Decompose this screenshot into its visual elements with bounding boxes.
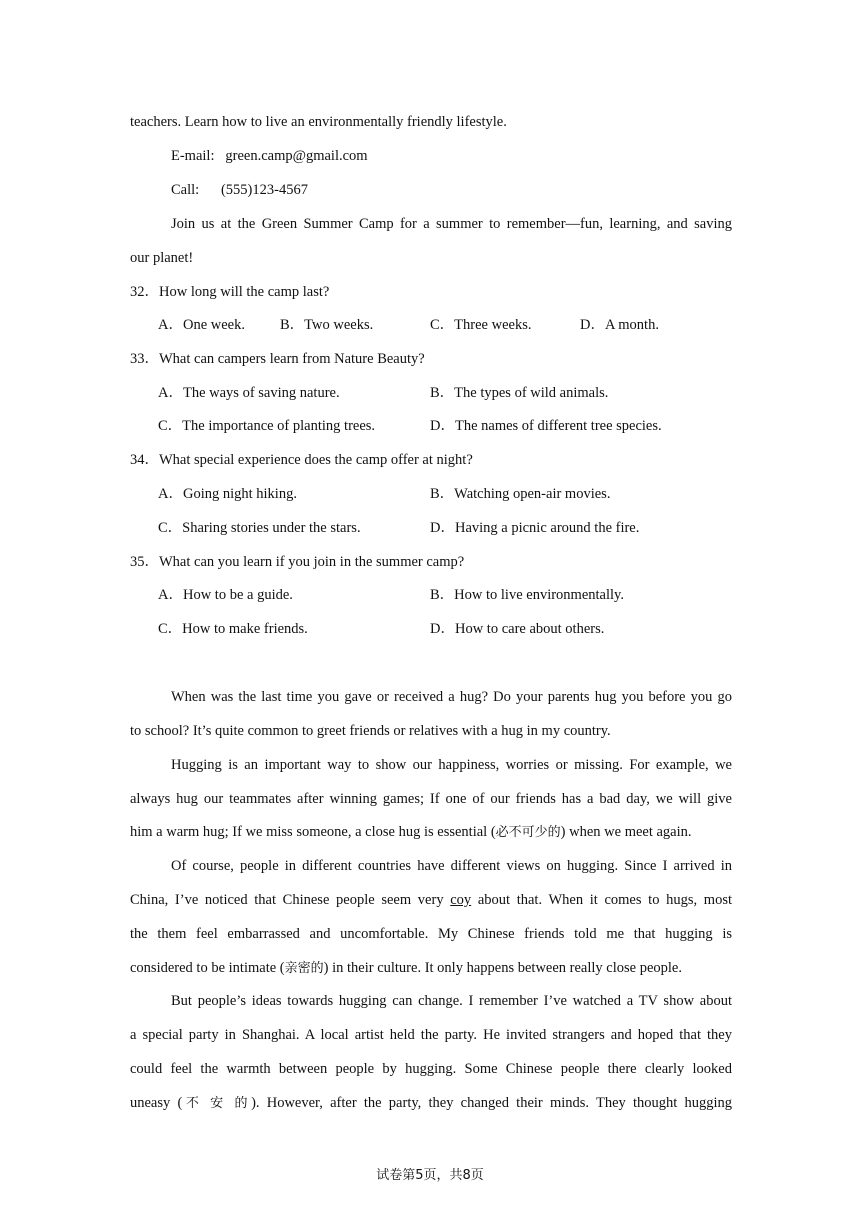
- question-32: 32．How long will the camp last?: [130, 284, 330, 300]
- text-span: considered to be intimate (: [130, 960, 285, 976]
- option-a: A．The ways of saving nature.: [158, 385, 340, 401]
- option-a: A．Going night hiking.: [158, 486, 297, 502]
- passage-line: Hugging is an important way to show our happiness, worries or missing. For example, we: [171, 757, 732, 773]
- text-line: teachers. Learn how to live an environmentally friendly lifestyle.: [130, 114, 507, 130]
- call-label: Call:: [171, 182, 200, 198]
- option-d: D．Having a picnic around the fire.: [430, 520, 640, 536]
- passage-line: always hug our teammates after winning games; If one of our friends has a bad day, we will give: [130, 791, 732, 807]
- text-line: our planet!: [130, 250, 194, 266]
- option-c: C．The importance of planting trees.: [158, 418, 376, 434]
- option-b: B．How to live environmentally.: [430, 587, 624, 603]
- option-c: C．Sharing stories under the stars.: [158, 520, 361, 536]
- email-address: green.camp@gmail.com: [225, 148, 368, 164]
- passage-line: to school? It’s quite common to greet friends or relatives with a hug in my country.: [130, 723, 611, 739]
- text-span: China, I’ve noticed that Chinese people seem very: [130, 892, 451, 908]
- page-footer: [0, 1166, 860, 1186]
- phone-line: [171, 180, 308, 200]
- text-span: about that. When it comes to hugs, most: [471, 892, 732, 908]
- passage-line: But people’s ideas towards hugging can change. I remember I’ve watched a TV show about: [171, 993, 732, 1009]
- passage-line: [130, 822, 732, 843]
- question-33: 33．What can campers learn from Nature Beauty?: [130, 351, 425, 367]
- option-a: A．How to be a guide.: [158, 587, 293, 603]
- passage-line: [130, 958, 732, 979]
- text-span: him a warm hug; If we miss someone, a close hug is essential (: [130, 824, 496, 840]
- page-number: 试卷第5页，共8页: [376, 1168, 484, 1183]
- email-line: [171, 146, 368, 166]
- passage-line: could feel the warmth between people by hugging. Some Chinese people there clearly looked: [130, 1061, 732, 1077]
- passage-line: the them feel embarrassed and uncomfortable. My Chinese friends told me that hugging is: [130, 926, 732, 942]
- passage-line: [130, 1093, 732, 1114]
- text-span: uneasy (: [130, 1095, 183, 1111]
- passage-line: [130, 890, 732, 910]
- option-c: C．Three weeks.: [430, 317, 532, 333]
- question-35: 35．What can you learn if you join in the summer camp?: [130, 554, 465, 570]
- passage-line: a special party in Shanghai. A local artist held the party. He invited strangers and hoped that they: [130, 1027, 732, 1043]
- option-b: B．Watching open-air movies.: [430, 486, 611, 502]
- text-line: Join us at the Green Summer Camp for a summer to remember—fun, learning, and saving: [171, 216, 732, 232]
- underlined-word: coy: [450, 892, 472, 908]
- chinese-gloss: 亲密的: [284, 961, 324, 976]
- chinese-gloss: 不 安 的: [182, 1096, 252, 1111]
- option-a: A．One week.: [158, 317, 245, 333]
- option-b: B．The types of wild animals.: [430, 385, 609, 401]
- passage-line: Of course, people in different countries have different views on hugging. Since I arrived in: [171, 858, 732, 874]
- text-span: ) in their culture. It only happens between really close people.: [323, 960, 682, 976]
- option-d: D．How to care about others.: [430, 621, 605, 637]
- email-label: E-mail:: [171, 148, 215, 164]
- option-d: D．The names of different tree species.: [430, 418, 662, 434]
- option-b: B．Two weeks.: [280, 317, 374, 333]
- text-span: ) when we meet again.: [560, 824, 692, 840]
- text-span: ). However, after the party, they changed their minds. They thought hugging: [251, 1095, 732, 1111]
- option-c: C．How to make friends.: [158, 621, 308, 637]
- question-34: 34．What special experience does the camp offer at night?: [130, 452, 473, 468]
- passage-line: When was the last time you gave or received a hug? Do your parents hug you before you go: [171, 689, 732, 705]
- chinese-gloss: 必不可少的: [495, 825, 561, 840]
- phone-number: (555)123-4567: [220, 182, 308, 198]
- option-d: D．A month.: [580, 317, 659, 333]
